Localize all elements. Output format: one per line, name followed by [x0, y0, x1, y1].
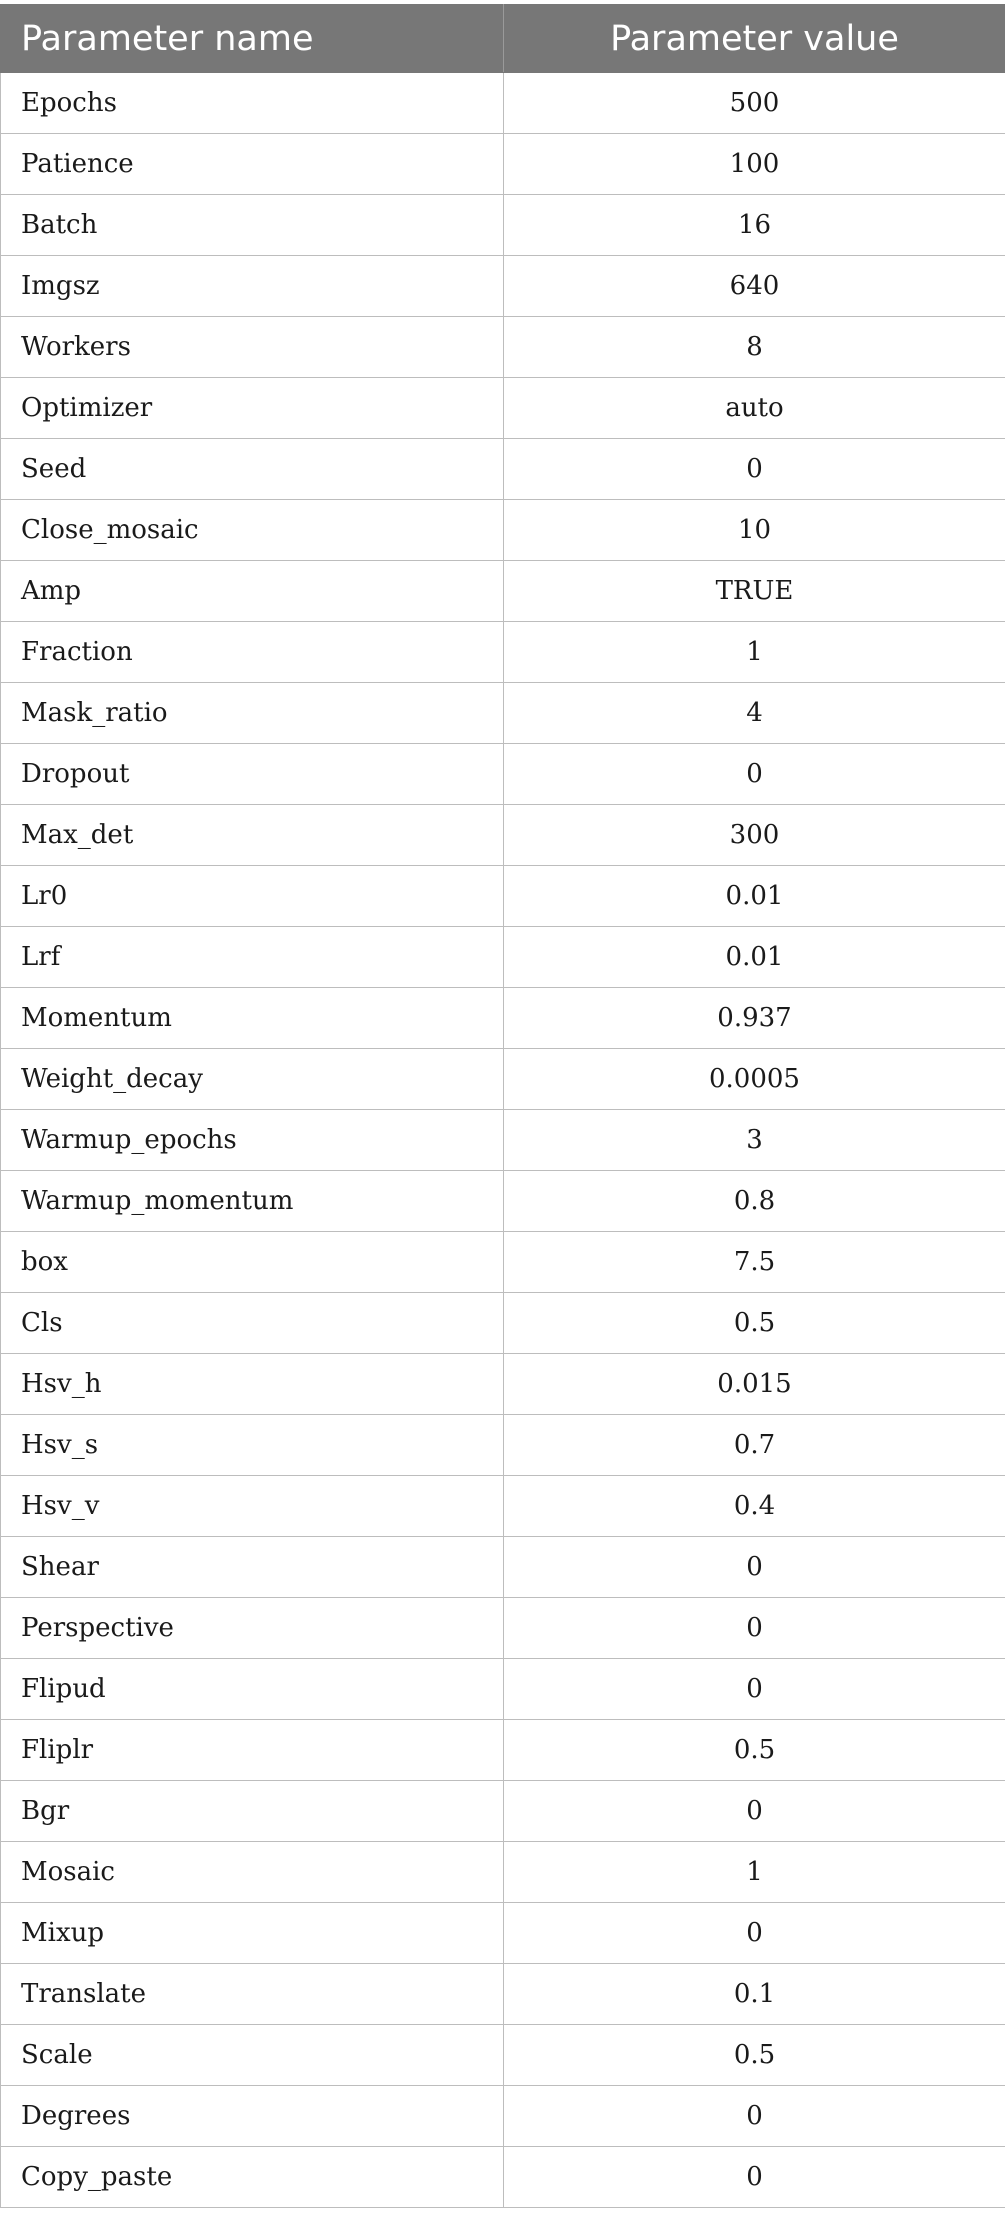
table-row [1, 2086, 1005, 2147]
table-row [1, 1232, 1005, 1293]
parameter-name-cell: Close_mosaic [1, 500, 504, 561]
parameter-name-cell: Fraction [1, 622, 504, 683]
parameter-name-cell: Amp [1, 561, 504, 622]
table-row [1, 1476, 1005, 1537]
table-row [1, 1598, 1005, 1659]
table-row [1, 1964, 1005, 2025]
table-row [1, 500, 1005, 561]
table-row [1, 622, 1005, 683]
table-row [1, 2025, 1005, 2086]
parameter-value-cell: 0 [504, 1537, 1005, 1598]
parameter-value-cell: 0.8 [504, 1171, 1005, 1232]
table-row [1, 73, 1005, 134]
header-parameter-value: Parameter value [504, 5, 1005, 73]
parameter-value-cell: 0 [504, 1598, 1005, 1659]
parameter-name-cell: Translate [1, 1964, 504, 2025]
parameter-name-cell: Mixup [1, 1903, 504, 1964]
parameter-value-cell: 640 [504, 256, 1005, 317]
parameter-name-cell: Fliplr [1, 1720, 504, 1781]
parameter-name-cell: Lrf [1, 927, 504, 988]
parameter-name-cell: Shear [1, 1537, 504, 1598]
parameter-value-cell: 0.0005 [504, 1049, 1005, 1110]
parameter-value-cell: 1 [504, 622, 1005, 683]
table-row [1, 683, 1005, 744]
parameter-name-cell: Weight_decay [1, 1049, 504, 1110]
table-row [1, 1842, 1005, 1903]
table-row [1, 2147, 1005, 2208]
parameter-name-cell: Patience [1, 134, 504, 195]
parameter-name-cell: Cls [1, 1293, 504, 1354]
parameter-name-cell: Hsv_h [1, 1354, 504, 1415]
table-row [1, 1903, 1005, 1964]
table-row [1, 866, 1005, 927]
parameter-name-cell: Seed [1, 439, 504, 500]
parameter-value-cell: 0 [504, 2147, 1005, 2208]
parameter-value-cell: 3 [504, 1110, 1005, 1171]
parameter-value-cell: 4 [504, 683, 1005, 744]
parameter-name-cell: Warmup_epochs [1, 1110, 504, 1171]
table-row [1, 256, 1005, 317]
parameter-table-container [0, 4, 1005, 2208]
parameter-value-cell: 0 [504, 744, 1005, 805]
parameter-value-cell: 300 [504, 805, 1005, 866]
parameter-value-cell: 0.4 [504, 1476, 1005, 1537]
table-body [1, 73, 1005, 2208]
parameter-value-cell: 100 [504, 134, 1005, 195]
table-row [1, 378, 1005, 439]
parameter-value-cell: 16 [504, 195, 1005, 256]
parameter-name-cell: Perspective [1, 1598, 504, 1659]
table-row [1, 988, 1005, 1049]
parameter-value-cell: 0 [504, 2086, 1005, 2147]
parameter-value-cell: 0.01 [504, 866, 1005, 927]
table-row [1, 1415, 1005, 1476]
table-row [1, 561, 1005, 622]
table-row [1, 1659, 1005, 1720]
table-row [1, 1537, 1005, 1598]
parameter-name-cell: Batch [1, 195, 504, 256]
table-header [1, 5, 1005, 73]
parameter-value-cell: TRUE [504, 561, 1005, 622]
parameter-value-cell: 0 [504, 1781, 1005, 1842]
parameter-name-cell: Bgr [1, 1781, 504, 1842]
parameter-name-cell: Workers [1, 317, 504, 378]
parameter-value-cell: 0.937 [504, 988, 1005, 1049]
parameter-value-cell: 8 [504, 317, 1005, 378]
table-row [1, 1354, 1005, 1415]
table-row [1, 1781, 1005, 1842]
parameter-value-cell: 0.1 [504, 1964, 1005, 2025]
table-row [1, 744, 1005, 805]
table-row [1, 1293, 1005, 1354]
parameter-name-cell: Imgsz [1, 256, 504, 317]
parameter-value-cell: 7.5 [504, 1232, 1005, 1293]
parameter-value-cell: 500 [504, 73, 1005, 134]
table-row [1, 1171, 1005, 1232]
parameter-name-cell: Mask_ratio [1, 683, 504, 744]
table-row [1, 1720, 1005, 1781]
parameter-value-cell: 0.7 [504, 1415, 1005, 1476]
header-row [1, 5, 1005, 73]
parameter-value-cell: 0.01 [504, 927, 1005, 988]
parameter-name-cell: Scale [1, 2025, 504, 2086]
parameter-name-cell: Max_det [1, 805, 504, 866]
parameter-value-cell: 0.5 [504, 1720, 1005, 1781]
parameter-value-cell: 0 [504, 1903, 1005, 1964]
parameter-name-cell: Momentum [1, 988, 504, 1049]
parameter-name-cell: Hsv_v [1, 1476, 504, 1537]
parameter-name-cell: Dropout [1, 744, 504, 805]
parameter-value-cell: 0.015 [504, 1354, 1005, 1415]
parameter-name-cell: Copy_paste [1, 2147, 504, 2208]
table-row [1, 439, 1005, 500]
parameter-name-cell: Epochs [1, 73, 504, 134]
parameter-value-cell: 0 [504, 1659, 1005, 1720]
parameter-name-cell: Lr0 [1, 866, 504, 927]
table-row [1, 195, 1005, 256]
parameter-value-cell: 1 [504, 1842, 1005, 1903]
parameter-value-cell: 0.5 [504, 2025, 1005, 2086]
parameter-name-cell: Warmup_momentum [1, 1171, 504, 1232]
parameter-value-cell: 0 [504, 439, 1005, 500]
parameter-value-cell: auto [504, 378, 1005, 439]
parameter-name-cell: Degrees [1, 2086, 504, 2147]
table-row [1, 317, 1005, 378]
table-row [1, 134, 1005, 195]
parameter-name-cell: Flipud [1, 1659, 504, 1720]
parameter-value-cell: 10 [504, 500, 1005, 561]
parameter-name-cell: box [1, 1232, 504, 1293]
table-row [1, 927, 1005, 988]
table-row [1, 1110, 1005, 1171]
parameter-value-cell: 0.5 [504, 1293, 1005, 1354]
parameter-name-cell: Mosaic [1, 1842, 504, 1903]
parameter-name-cell: Optimizer [1, 378, 504, 439]
header-parameter-name: Parameter name [1, 5, 504, 73]
table-row [1, 805, 1005, 866]
parameter-table [0, 4, 1005, 2208]
table-row [1, 1049, 1005, 1110]
parameter-name-cell: Hsv_s [1, 1415, 504, 1476]
